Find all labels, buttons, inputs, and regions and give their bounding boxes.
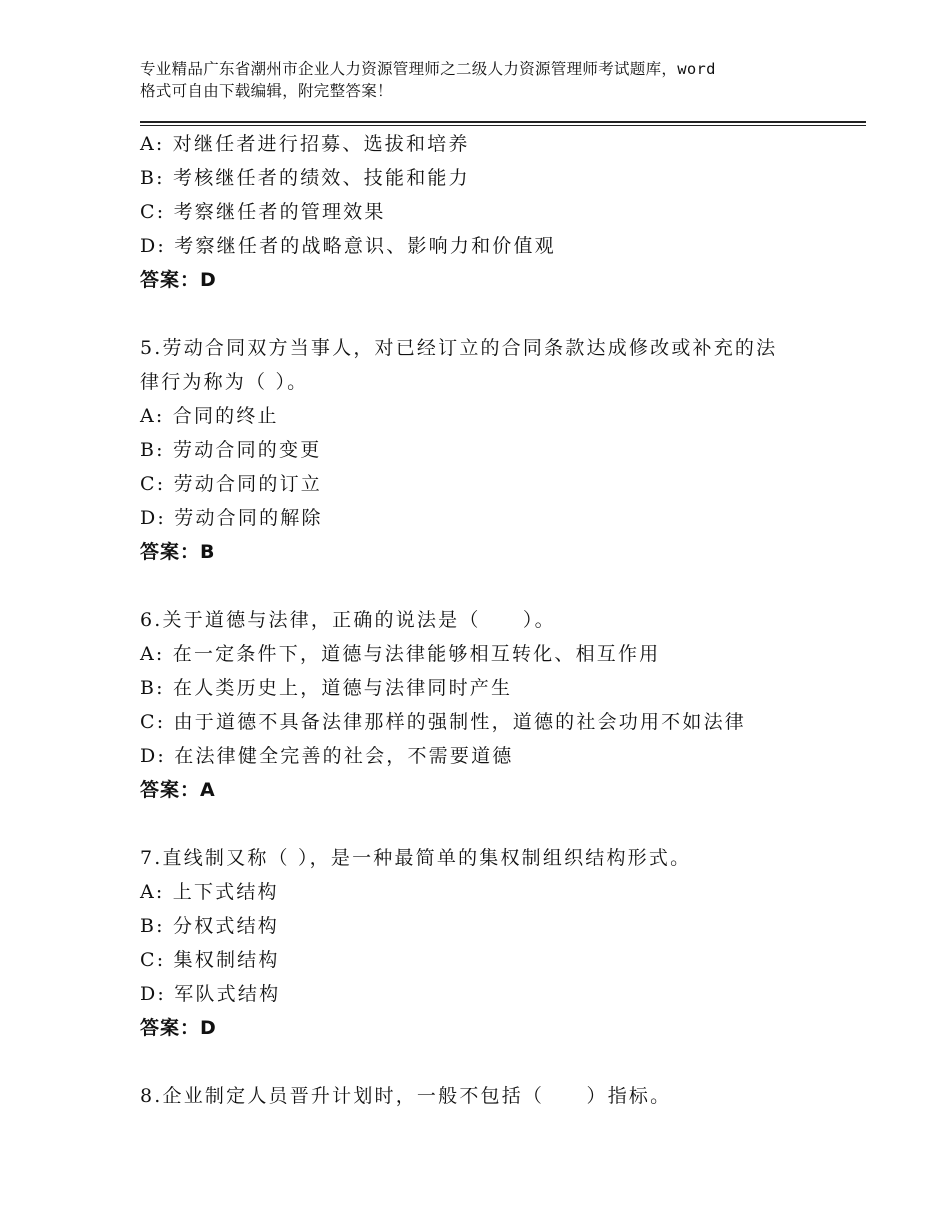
option-b: B: 在人类历史上，道德与法律同时产生 (140, 677, 513, 699)
question-8 (140, 1079, 860, 1113)
option-c: C: 劳动合同的订立 (140, 473, 322, 495)
question-6 (140, 603, 860, 807)
question-stem: 8.企业制定人员晋升计划时，一般不包括（ ）指标。 (140, 1085, 672, 1107)
option-d: D: 军队式结构 (140, 983, 281, 1005)
option-d: D: 在法律健全完善的社会，不需要道德 (140, 745, 514, 767)
question-7 (140, 841, 860, 1045)
option-a: A: 在一定条件下，道德与法律能够相互转化、相互作用 (140, 643, 661, 665)
header-rule-thick (140, 121, 866, 123)
header-rule-thin (140, 125, 866, 126)
question-stem: 7.直线制又称（ ），是一种最简单的集权制组织结构形式。 (140, 847, 692, 869)
answer: 答案：D (140, 269, 217, 291)
option-a: A: 合同的终止 (140, 405, 279, 427)
option-b: B: 分权式结构 (140, 915, 280, 937)
question-stem: 6.关于道德与法律，正确的说法是（ ）。 (140, 609, 556, 631)
answer: 答案：B (140, 541, 216, 563)
answer: 答案：A (140, 779, 216, 801)
option-a: A: 上下式结构 (140, 881, 279, 903)
spacer (140, 807, 860, 841)
answer: 答案：D (140, 1017, 217, 1039)
option-a: A: 对继任者进行招募、选拔和培养 (140, 133, 470, 155)
spacer (140, 1045, 860, 1079)
spacer (140, 569, 860, 603)
header-line-1: 专业精品广东省潮州市企业人力资源管理师之二级人力资源管理师考试题库，word (140, 60, 716, 78)
option-d: D: 考察继任者的战略意识、影响力和价值观 (140, 235, 556, 257)
question-list (140, 127, 860, 1113)
option-b: B: 劳动合同的变更 (140, 439, 322, 461)
option-c: C: 集权制结构 (140, 949, 280, 971)
question-stem: 5.劳动合同双方当事人，对已经订立的合同条款达成修改或补充的法 (140, 337, 778, 359)
document-header (140, 58, 840, 102)
question-5 (140, 331, 860, 569)
option-d: D: 劳动合同的解除 (140, 507, 323, 529)
question-4 (140, 127, 860, 297)
header-line-2: 格式可自由下载编辑，附完整答案！ (140, 82, 393, 100)
spacer (140, 297, 860, 331)
option-b: B: 考核继任者的绩效、技能和能力 (140, 167, 470, 189)
option-c: C: 考察继任者的管理效果 (140, 201, 386, 223)
option-c: C: 由于道德不具备法律那样的强制性，道德的社会功用不如法律 (140, 711, 746, 733)
question-stem-cont: 律行为称为（ ）。 (140, 371, 309, 393)
